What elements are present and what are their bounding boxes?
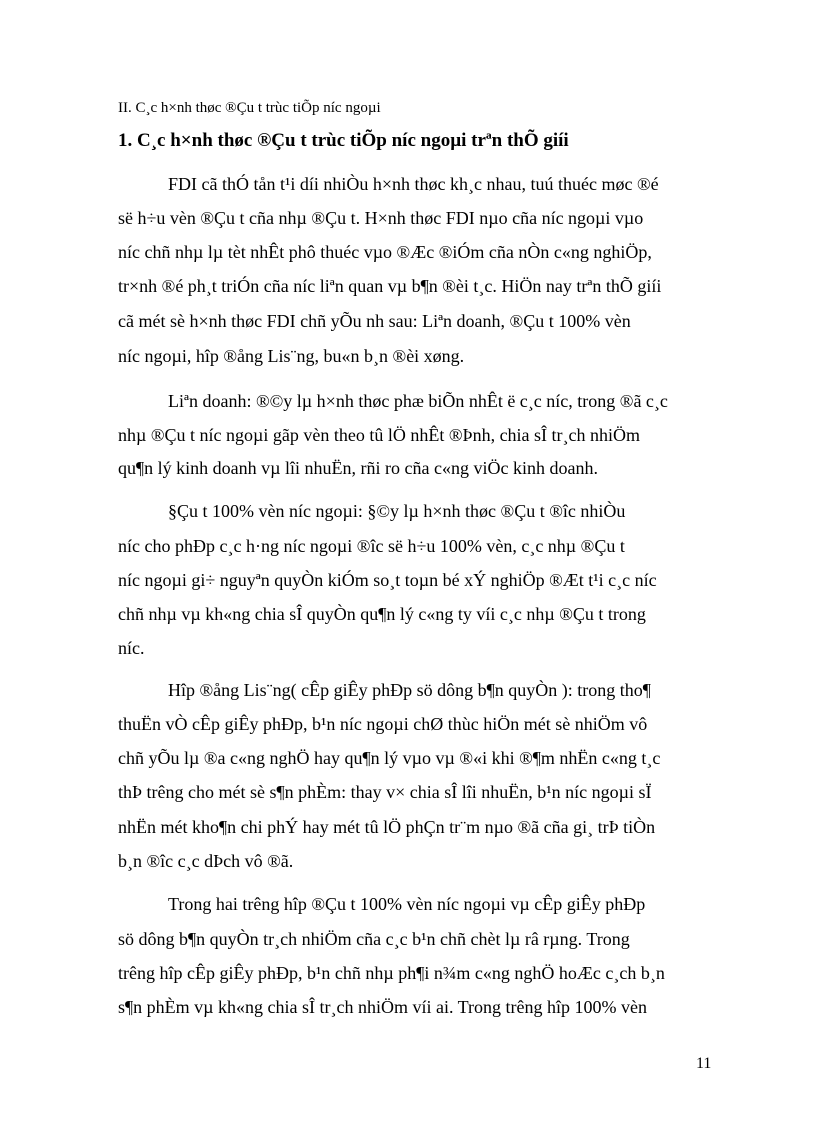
text-line: b¸n ®îc c¸c dÞch vô ®ã. <box>118 851 294 871</box>
page-number: 11 <box>696 1055 712 1072</box>
text-line: níc ngoµi, hîp ®ång Lis¨ng, bu«n b¸n ®èi xøng. <box>118 346 465 366</box>
text-line: chñ nhµ vµ kh«ng chia sÎ quyÒn qu¶n lý c«ng ty víi c¸c nhµ ®Çu t trong <box>118 604 646 624</box>
text-line: nhËn mét kho¶n chi phÝ hay mét tû lÖ phÇn tr¨m nµo ®ã cña gi¸ trÞ tiÒn <box>118 817 656 837</box>
text-line: tr×nh ®é ph¸t triÓn cña níc liªn quan vµ b¶n ®èi t¸c. HiÖn nay trªn thÕ giíi <box>118 276 662 296</box>
text-line: sö dông b¶n quyÒn tr¸ch nhiÖm cña c¸c b¹n chñ chèt lµ râ rµng. Trong <box>118 929 630 949</box>
text-line: níc chñ nhµ lµ tèt nhÊt phô thuéc vµo ®Æc ®iÓm cña nÒn c«ng nghiÖp, <box>118 242 652 262</box>
text-line: níc ngoµi gi÷ nguyªn quyÒn kiÓm so¸t toµn bé xÝ nghiÖp ®Æt t¹i c¸c níc <box>118 570 657 590</box>
text-line: §Çu t 100% vèn níc ngoµi: §©y lµ h×nh thøc ®Çu t ®îc nhiÒu <box>168 501 626 521</box>
text-line: níc cho phÐp c¸c h·ng níc ngoµi ®îc së h÷u 100% vèn, c¸c nhµ ®Çu t <box>118 536 625 556</box>
text-line: chñ yÕu lµ ®a c«ng nghÖ hay qu¶n lý vµo vµ ®«i khi ®¶m nhËn c«ng t¸c <box>118 748 661 768</box>
text-line: FDI cã thÓ tån t¹i díi nhiÒu h×nh thøc kh¸c nhau, tuú thuéc møc ®é <box>168 174 659 194</box>
text-line: cã mét sè h×nh thøc FDI chñ yÕu nh sau: Liªn doanh, ®Çu t 100% vèn <box>118 311 631 331</box>
text-line: thuËn vÒ cÊp giÊy phÐp, b¹n níc ngoµi chØ thùc hiÖn mét sè nhiÖm vô <box>118 714 648 734</box>
subsection-heading: 1. C¸c h×nh thøc ®Çu t trùc tiÕp níc ngoµi trªn thÕ giíi <box>118 130 569 151</box>
text-line: nhµ ®Çu t níc ngoµi gãp vèn theo tû lÖ nhÊt ®Þnh, chia sÎ tr¸ch nhiÖm <box>118 425 641 445</box>
text-line: Liªn doanh: ®©y lµ h×nh thøc phæ biÕn nhÊt ë c¸c níc, trong ®ã c¸c <box>168 391 668 411</box>
text-line: së h÷u vèn ®Çu t cña nhµ ®Çu t. H×nh thøc FDI nµo cña níc ngoµi vµo <box>118 208 644 228</box>
text-line: Trong hai trêng hîp ®Çu t 100% vèn níc ngoµi vµ cÊp giÊy phÐp <box>168 894 646 914</box>
text-line: níc. <box>118 638 145 658</box>
text-line: Hîp ®ång Lis¨ng( cÊp giÊy phÐp sö dông b¶n quyÒn ): trong tho¶ <box>168 680 651 700</box>
text-line: s¶n phÈm vµ kh«ng chia sÎ tr¸ch nhiÖm víi ai. Trong trêng hîp 100% vèn <box>118 997 647 1017</box>
text-line: thÞ trêng cho mét sè s¶n phÈm: thay v× chia sÎ lîi nhuËn, b¹n níc ngoµi sÏ <box>118 782 652 802</box>
section-heading: II. C¸c h×nh thøc ®Çu t trùc tiÕp níc ngoµi <box>118 100 381 116</box>
text-line: trêng hîp cÊp giÊy phÐp, b¹n chñ nhµ ph¶i n¾m c«ng nghÖ hoÆc c¸ch b¸n <box>118 963 665 983</box>
text-line: qu¶n lý kinh doanh vµ lîi nhuËn, rñi ro cña c«ng viÖc kinh doanh. <box>118 458 598 478</box>
